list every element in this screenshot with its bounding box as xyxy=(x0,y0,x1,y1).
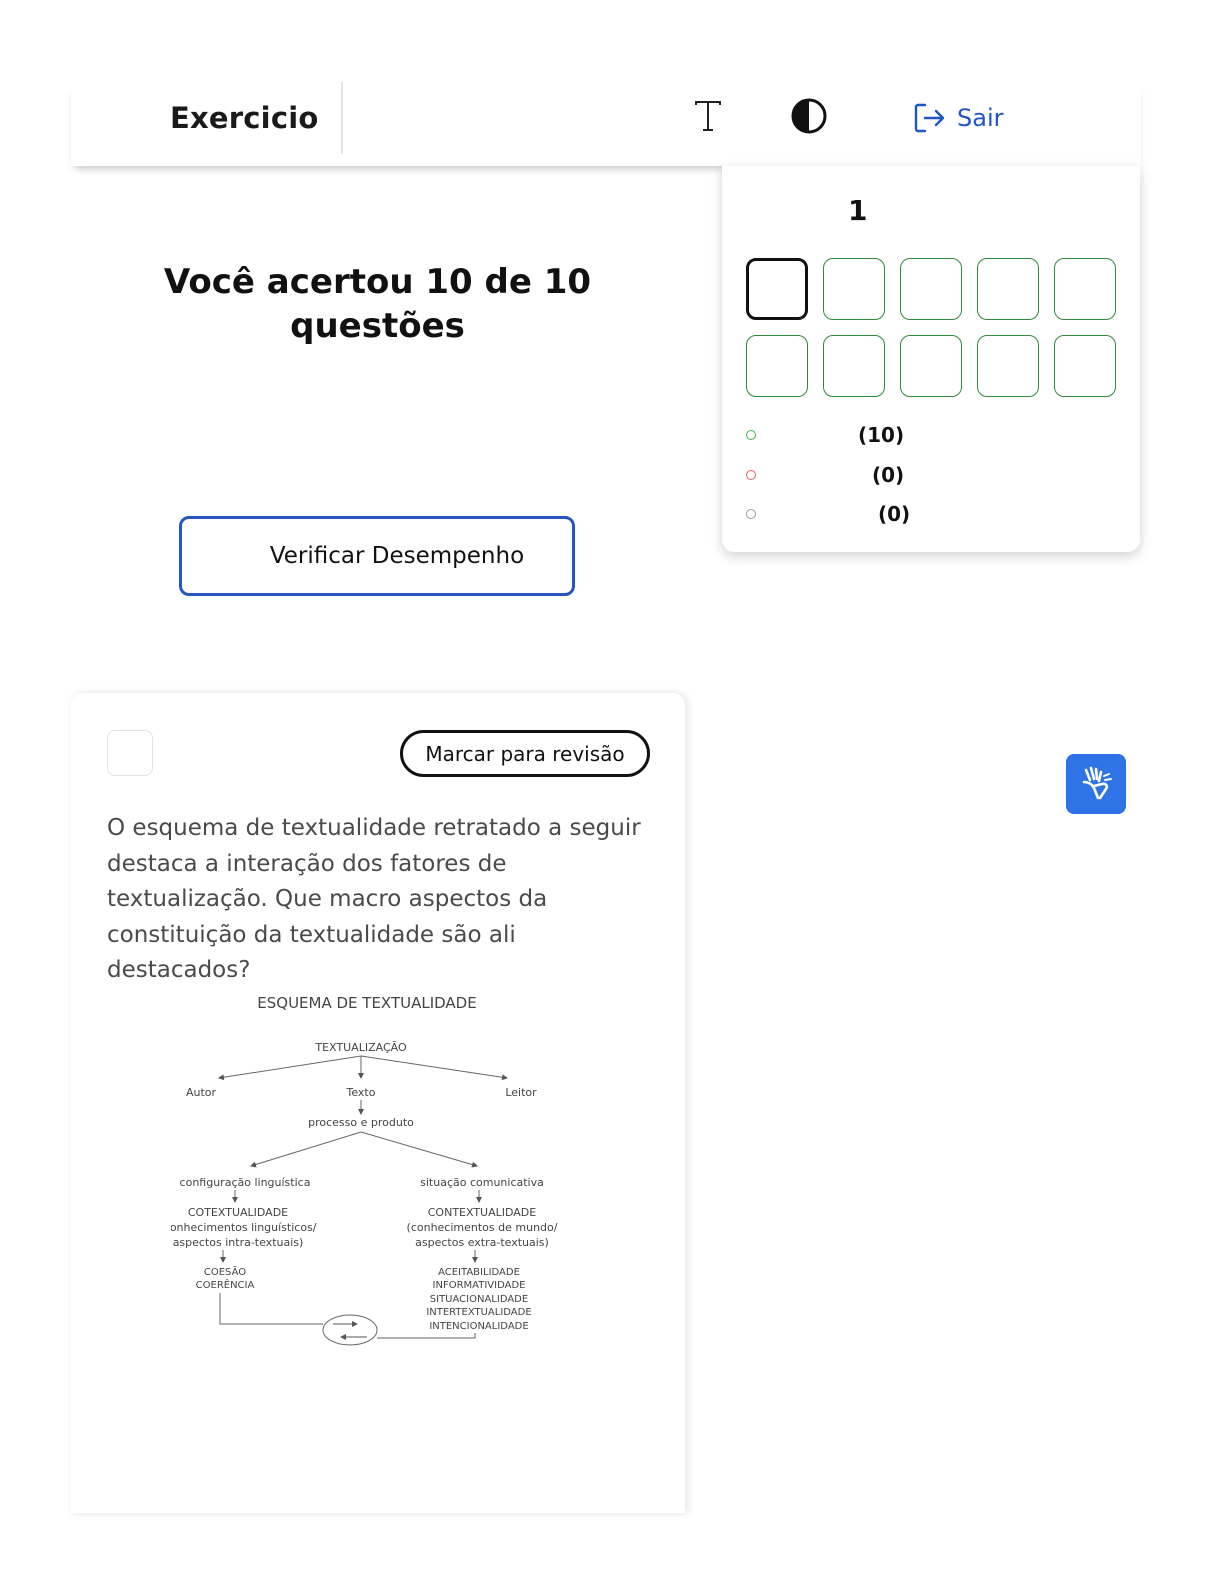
question-nav-box[interactable] xyxy=(900,335,962,397)
question-navigator xyxy=(722,166,1140,552)
diagram-right-branch: situação comunicativa xyxy=(420,1176,544,1189)
diagram-right-head: CONTEXTUALIDADE xyxy=(427,1206,537,1219)
diagram-leitor: Leitor xyxy=(505,1086,537,1099)
legend-wrong-count: (0) xyxy=(872,463,905,487)
diagram-right-desc-1: (conhecimentos de mundo/ xyxy=(406,1221,558,1234)
diagram-right-item-5: INTENCIONALIDADE xyxy=(429,1321,529,1332)
question-nav-box[interactable] xyxy=(746,335,808,397)
question-nav-box[interactable] xyxy=(746,258,808,320)
diagram-right-item-1: ACEITABILIDADE xyxy=(438,1267,520,1278)
logout-button[interactable] xyxy=(913,100,1003,136)
verify-performance-button[interactable] xyxy=(179,516,575,596)
diagram-left-branch: configuração linguística xyxy=(179,1176,311,1189)
contrast-button[interactable] xyxy=(789,96,829,136)
navigator-page-number: 1 xyxy=(848,194,868,227)
diagram-process: processo e produto xyxy=(308,1116,414,1129)
mark-for-review-label: Marcar para revisão xyxy=(425,741,625,766)
sign-language-icon xyxy=(1076,764,1116,804)
legend-wrong-dot xyxy=(746,470,756,480)
diagram-right-item-2: INFORMATIVIDADE xyxy=(432,1280,526,1291)
question-nav-box[interactable] xyxy=(977,335,1039,397)
legend-unanswered xyxy=(746,502,911,526)
page-title: Exercicio xyxy=(170,101,319,135)
legend-unanswered-dot xyxy=(746,509,756,519)
question-nav-box[interactable] xyxy=(1054,335,1116,397)
legend-unanswered-count: (0) xyxy=(878,502,911,526)
result-title: Você acertou 10 de 10 questões xyxy=(163,262,592,346)
diagram-right-desc-2: aspectos extra-textuais) xyxy=(415,1236,549,1249)
diagram-autor: Autor xyxy=(185,1086,217,1099)
contrast-icon xyxy=(790,97,828,135)
legend-wrong xyxy=(746,463,905,487)
question-nav-box[interactable] xyxy=(900,258,962,320)
font-size-button[interactable] xyxy=(691,96,725,136)
question-grid xyxy=(746,258,1116,397)
diagram-root: TEXTUALIZAÇÃO xyxy=(315,1041,407,1054)
legend-correct-count: (10) xyxy=(858,423,905,447)
diagram-texto: Texto xyxy=(346,1086,376,1099)
legend-correct-dot xyxy=(746,430,756,440)
question-nav-box[interactable] xyxy=(823,335,885,397)
textuality-diagram-svg xyxy=(171,990,561,1360)
legend-correct xyxy=(746,423,905,447)
logout-icon xyxy=(913,102,947,134)
diagram-left-desc-1: (conhecimentos linguísticos/ xyxy=(171,1221,317,1234)
question-checkbox[interactable] xyxy=(107,730,153,776)
diagram-left-item-1: COESÃO xyxy=(203,1267,247,1278)
diagram-left-item-2: COERÊNCIA xyxy=(195,1280,255,1291)
diagram-title: ESQUEMA DE TEXTUALIDADE xyxy=(257,994,477,1012)
diagram-left-head: COTEXTUALIDADE xyxy=(187,1206,289,1219)
mark-for-review-button[interactable] xyxy=(400,730,650,777)
diagram-right-item-3: SITUACIONALIDADE xyxy=(429,1294,529,1305)
question-nav-box[interactable] xyxy=(1054,258,1116,320)
sign-language-button[interactable] xyxy=(1066,754,1126,814)
textuality-diagram xyxy=(171,990,561,1360)
header-divider xyxy=(341,82,343,154)
question-text: O esquema de textualidade retratado a seguir destaca a interação dos fatores de textualização. Que macro aspectos da constituição da textualidade são ali destacados? xyxy=(107,815,641,983)
app-header xyxy=(71,82,1141,166)
diagram-left-desc-2: aspectos intra-textuais) xyxy=(172,1236,304,1249)
question-card xyxy=(71,693,685,1513)
logout-label: Sair xyxy=(957,104,1004,132)
text-size-icon xyxy=(693,100,723,132)
question-nav-box[interactable] xyxy=(977,258,1039,320)
question-nav-box[interactable] xyxy=(823,258,885,320)
verify-performance-label: Verificar Desempenho xyxy=(269,543,525,569)
diagram-right-item-4: INTERTEXTUALIDADE xyxy=(426,1307,532,1318)
